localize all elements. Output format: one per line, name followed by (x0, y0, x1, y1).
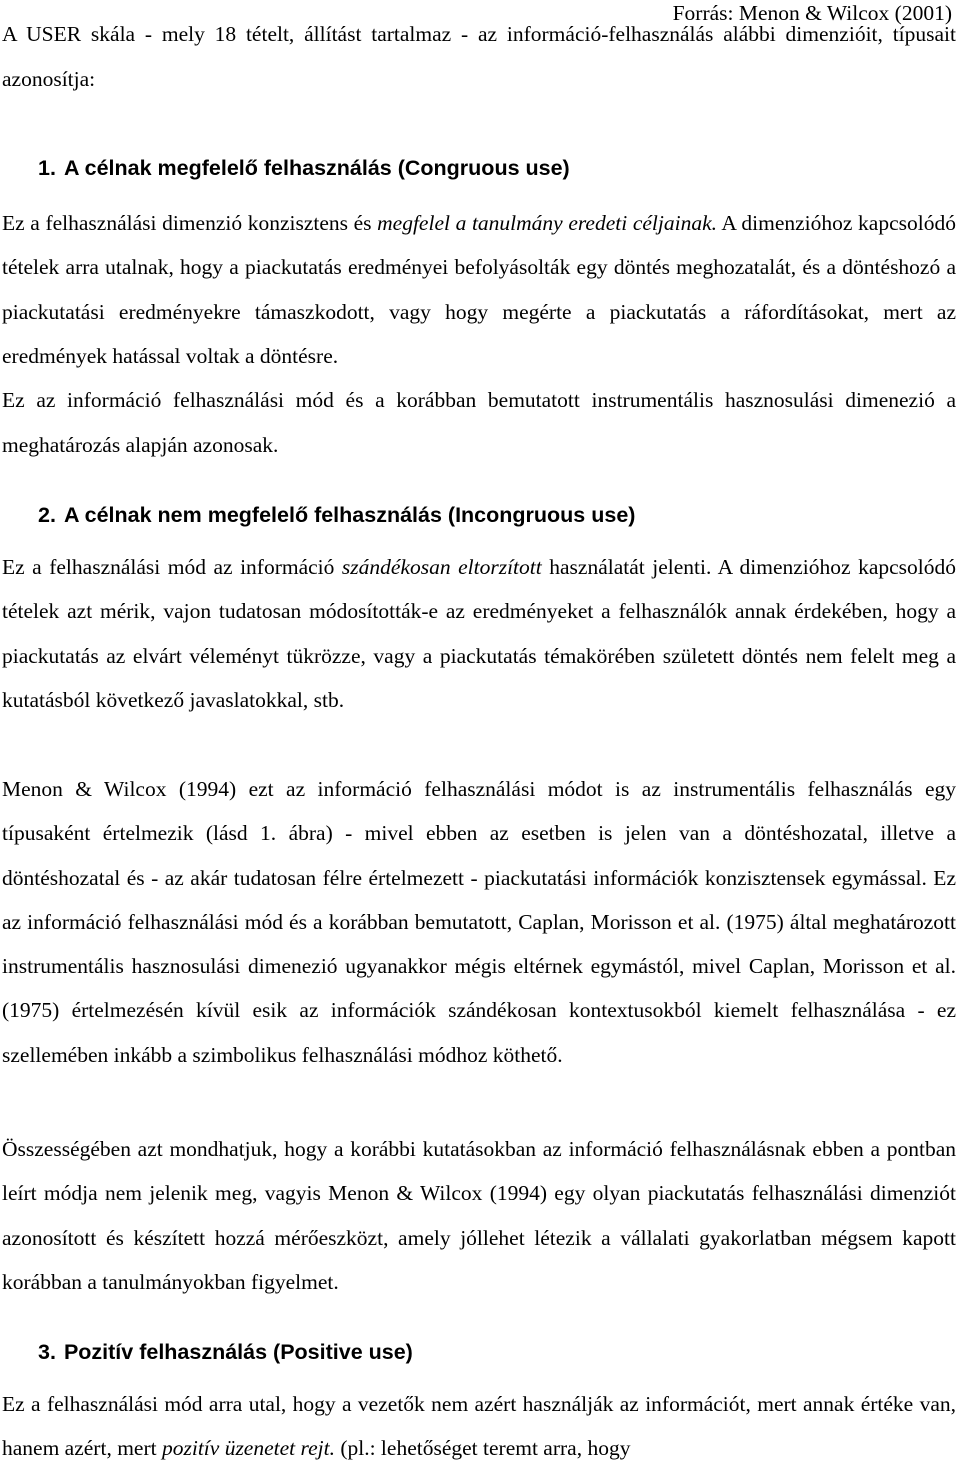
section2-p1-text-cont: használatát jelenti. A dimenzióhoz kapcsolódó tételek azt mérik, vajon tudatosan módosították-e az eredményeket a felhasználók annak érdekében, hogy a piackutatás az elvárt véleményt tükrözze, vagy a piackutatás témakörében született döntés nem felelt meg a kutatásból következő javaslatokkal, stb. (2, 555, 956, 712)
section3-paragraph-1 (2, 1382, 956, 1471)
section3-title: Pozitív felhasználás (Positive use) (63, 1340, 413, 1364)
section3-p1-emphasis: pozitív üzenetet rejt. (161, 1436, 335, 1461)
section1-number: 1. (38, 156, 56, 180)
section3-p1-text: Ez a felhasználási mód arra utal, hogy a vezetők nem azért használják az információt, mert annak értéke van, hanem azért, mert (2, 1392, 956, 1461)
section1-paragraph-1 (2, 201, 956, 378)
section2-paragraph-3: Összességében azt mondhatjuk, hogy a korábbi kutatásokban az információ felhasználásnak ebben a pontban leírt módja nem jelenik meg, vagyis Menon & Wilcox (1994) egy olyan piackutatás felhasználási dimenziót azonosított és készített hozzá mérőeszközt, amely jóllehet létezik a vállalati gyakorlatban mégsem kapott korábban a tanulmányokban figyelmet. (2, 1137, 956, 1294)
section2-title: A célnak nem megfelelő felhasználás (Incongruous use) (63, 503, 636, 527)
section2-p1-emphasis: szándékosan eltorzított (341, 555, 542, 579)
section1-heading (38, 154, 570, 182)
section2-p1-text: Ez a felhasználási mód az információ (2, 555, 342, 579)
section3-heading (38, 1338, 413, 1366)
section1-title: A célnak megfelelő felhasználás (Congruous use) (63, 156, 570, 180)
section2-heading (38, 501, 635, 529)
section1-p1-text-cont: A dimenzióhoz kapcsolódó tételek arra utalnak, hogy a piackutatás eredményei befolyásolták egy döntés meghozatalát, és a döntéshozó a piackutatási eredményekre támaszkodott, vagy hogy megérte a piackutatás a ráfordításokat, mert az eredmények hatással voltak a döntésre. (2, 211, 956, 368)
section3-number: 3. (38, 1340, 56, 1364)
source-citation: Forrás: Menon & Wilcox (2001) (672, 1, 952, 25)
section2-paragraph-2: Menon & Wilcox (1994) ezt az információ felhasználási módot is az instrumentális felhasználás egy típusaként értelmezik (lásd 1. ábra) - mivel ebben az esetben is jelen van a döntéshozatal, illetve a döntéshozatal és - az akár tudatosan félre értelmezett - piackutatási információk konzisztensek egymással. Ez az információ felhasználási mód és a korábban bemutatott, Caplan, Morisson et al. (1975) által meghatározott instrumentális hasznosulási dimenezió ugyanakkor mégis eltérnek egymástól, mivel Caplan, Morisson et al. (1975) értelmezésén kívül esik az információk szándékosan kontextusokból kiemelt felhasználása - ez szellemében inkább a szimbolikus felhasználási módhoz köthető. (2, 777, 956, 1067)
section1-p1-emphasis: megfelel a tanulmány eredeti céljainak. (377, 211, 717, 235)
intro-paragraph: A USER skála - mely 18 tételt, állítást tartalmaz - az információ-felhasználás alábbi dimenzióit, típusait azonosítja: (2, 22, 956, 91)
section2-number: 2. (38, 503, 56, 527)
section1-p1-text: Ez a felhasználási dimenzió konzisztens és (2, 211, 378, 235)
section2-paragraph-1 (2, 545, 956, 722)
section1-paragraph-2: Ez az információ felhasználási mód és a korábban bemutatott instrumentális hasznosulási dimenezió a meghatározás alapján azonosak. (2, 388, 956, 457)
section3-p1-text-cont: (pl.: lehetőséget teremt arra, hogy (334, 1436, 631, 1461)
